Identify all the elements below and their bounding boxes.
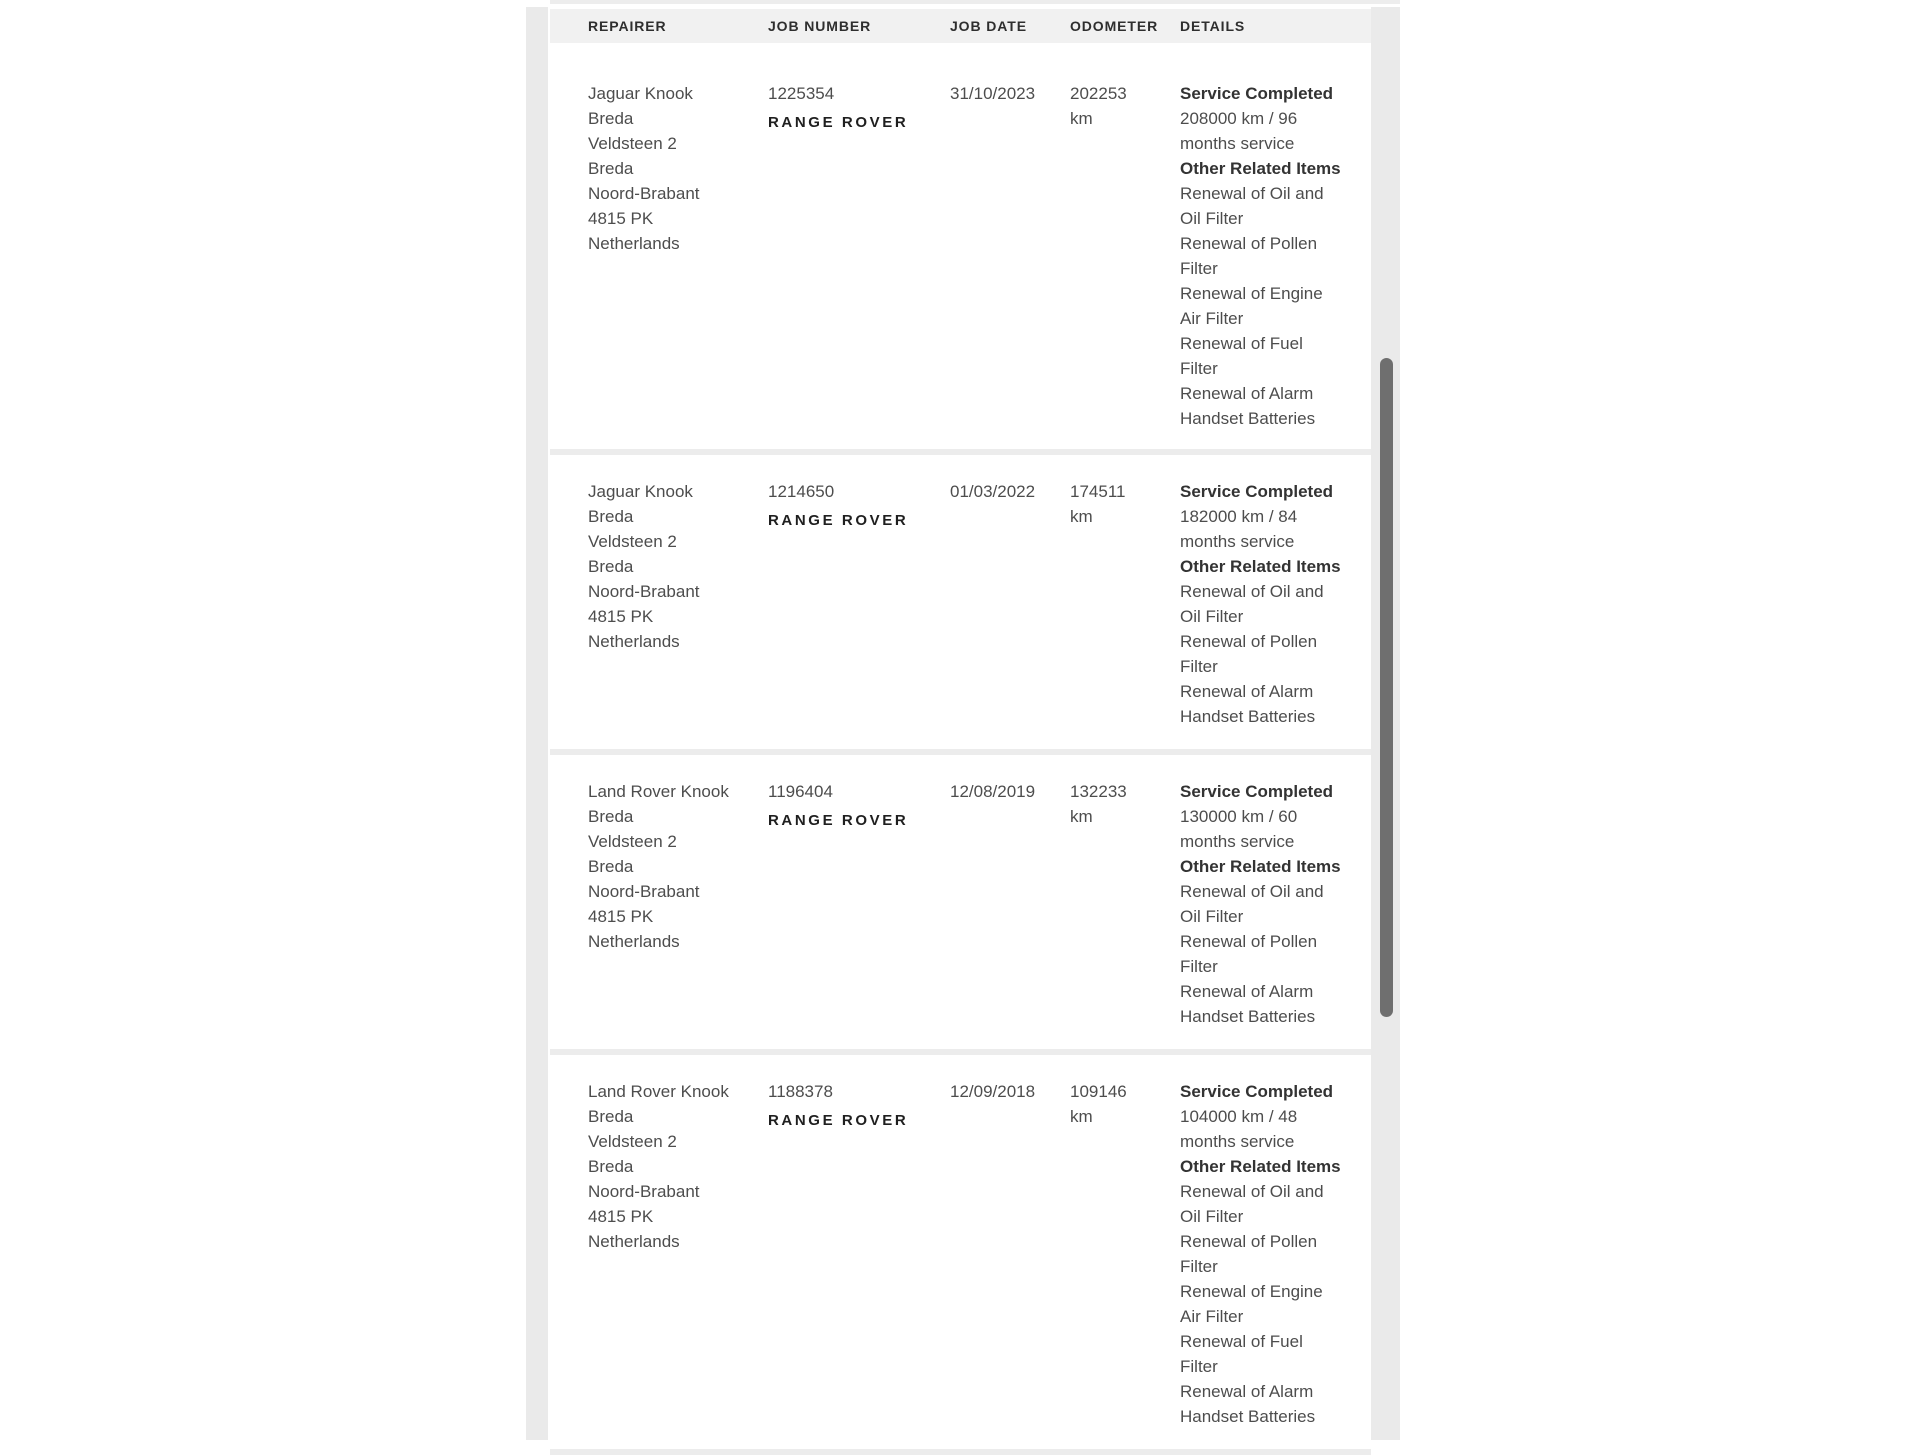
repairer-cell <box>550 1079 738 1429</box>
related-items-list <box>1180 181 1340 431</box>
service-record-row <box>550 749 1371 1049</box>
range-rover-wordmark: RANGE ROVER <box>768 1108 950 1133</box>
related-item: Renewal of Alarm Handset Batteries <box>1180 679 1340 729</box>
job-date-cell: 12/08/2019 <box>950 779 1070 1029</box>
job-date-cell: 12/09/2018 <box>950 1079 1070 1429</box>
address-line: Noord-Brabant <box>588 879 738 904</box>
related-item: Renewal of Alarm Handset Batteries <box>1180 979 1340 1029</box>
left-gutter <box>526 7 548 1440</box>
column-header-odometer: ODOMETER <box>1070 18 1180 34</box>
address-line: 4815 PK <box>588 904 738 929</box>
related-items-list <box>1180 879 1340 1029</box>
service-status: Service Completed <box>1180 779 1340 804</box>
range-rover-wordmark: RANGE ROVER <box>768 508 950 533</box>
range-rover-wordmark: RANGE ROVER <box>768 808 950 833</box>
repairer-name: Jaguar Knook Breda <box>588 81 738 131</box>
service-history-table <box>550 9 1371 1455</box>
related-items-heading: Other Related Items <box>1180 156 1340 181</box>
job-number-cell <box>768 81 950 431</box>
repairer-address <box>588 1129 738 1254</box>
related-item: Renewal of Engine Air Filter <box>1180 281 1340 331</box>
address-line: Veldsteen 2 <box>588 131 738 156</box>
repairer-name: Land Rover Knook Breda <box>588 1079 738 1129</box>
address-line: 4815 PK <box>588 1204 738 1229</box>
address-line: Noord-Brabant <box>588 579 738 604</box>
job-number: 1214650 <box>768 479 950 504</box>
address-line: Netherlands <box>588 929 738 954</box>
address-line: Veldsteen 2 <box>588 1129 738 1154</box>
related-items-list <box>1180 1179 1340 1429</box>
service-record-row <box>550 449 1371 749</box>
related-item: Renewal of Pollen Filter <box>1180 629 1340 679</box>
odometer-cell: 174511 km <box>1070 479 1150 529</box>
related-item: Renewal of Alarm Handset Batteries <box>1180 1379 1340 1429</box>
service-status: Service Completed <box>1180 81 1340 106</box>
address-line: Breda <box>588 156 738 181</box>
address-line: Breda <box>588 854 738 879</box>
odometer-cell: 109146 km <box>1070 1079 1150 1129</box>
details-cell <box>1180 479 1340 729</box>
service-description: 104000 km / 48 months service <box>1180 1104 1340 1154</box>
service-status: Service Completed <box>1180 479 1340 504</box>
job-number-cell <box>768 1079 950 1429</box>
related-item: Renewal of Alarm Handset Batteries <box>1180 381 1340 431</box>
service-description: 208000 km / 96 months service <box>1180 106 1340 156</box>
address-line: Noord-Brabant <box>588 1179 738 1204</box>
top-divider <box>550 0 1400 4</box>
related-items-heading: Other Related Items <box>1180 854 1340 879</box>
related-item: Renewal of Oil and Oil Filter <box>1180 879 1340 929</box>
address-line: Netherlands <box>588 629 738 654</box>
odometer-cell: 132233 km <box>1070 779 1150 829</box>
range-rover-wordmark: RANGE ROVER <box>768 110 950 135</box>
odometer-cell: 202253 km <box>1070 81 1150 131</box>
address-line: Netherlands <box>588 231 738 256</box>
address-line: Breda <box>588 1154 738 1179</box>
service-status: Service Completed <box>1180 1079 1340 1104</box>
address-line: Netherlands <box>588 1229 738 1254</box>
job-date-cell: 31/10/2023 <box>950 81 1070 431</box>
repairer-name: Land Rover Knook Breda <box>588 779 738 829</box>
table-body <box>550 43 1371 1455</box>
job-number: 1196404 <box>768 779 950 804</box>
related-item: Renewal of Fuel Filter <box>1180 331 1340 381</box>
related-item: Renewal of Fuel Filter <box>1180 1329 1340 1379</box>
related-item: Renewal of Engine Air Filter <box>1180 1279 1340 1329</box>
service-record-row <box>550 1049 1371 1449</box>
repairer-address <box>588 829 738 954</box>
column-header-repairer: REPAIRER <box>550 18 768 34</box>
service-record-row <box>550 43 1371 449</box>
address-line: Noord-Brabant <box>588 181 738 206</box>
address-line: Veldsteen 2 <box>588 829 738 854</box>
job-number: 1188378 <box>768 1079 950 1104</box>
address-line: Veldsteen 2 <box>588 529 738 554</box>
repairer-cell <box>550 779 738 1029</box>
repairer-cell <box>550 479 738 729</box>
service-description: 130000 km / 60 months service <box>1180 804 1340 854</box>
service-description: 182000 km / 84 months service <box>1180 504 1340 554</box>
column-header-job-number: JOB NUMBER <box>768 18 950 34</box>
column-header-details: DETAILS <box>1180 18 1371 34</box>
related-items-heading: Other Related Items <box>1180 554 1340 579</box>
job-number-cell <box>768 479 950 729</box>
repairer-name: Jaguar Knook Breda <box>588 479 738 529</box>
related-items-list <box>1180 579 1340 729</box>
related-items-heading: Other Related Items <box>1180 1154 1340 1179</box>
repairer-cell <box>550 81 738 431</box>
details-cell <box>1180 1079 1340 1429</box>
details-cell <box>1180 779 1340 1029</box>
related-item: Renewal of Pollen Filter <box>1180 231 1340 281</box>
related-item: Renewal of Pollen Filter <box>1180 1229 1340 1279</box>
repairer-address <box>588 131 738 256</box>
job-number-cell <box>768 779 950 1029</box>
column-header-job-date: JOB DATE <box>950 18 1070 34</box>
related-item: Renewal of Oil and Oil Filter <box>1180 181 1340 231</box>
job-date-cell: 01/03/2022 <box>950 479 1070 729</box>
scrollbar-thumb[interactable] <box>1380 358 1393 1017</box>
details-cell <box>1180 81 1340 431</box>
related-item: Renewal of Oil and Oil Filter <box>1180 579 1340 629</box>
related-item: Renewal of Pollen Filter <box>1180 929 1340 979</box>
address-line: 4815 PK <box>588 206 738 231</box>
job-number: 1225354 <box>768 81 950 106</box>
repairer-address <box>588 529 738 654</box>
related-item: Renewal of Oil and Oil Filter <box>1180 1179 1340 1229</box>
table-header-row <box>550 9 1371 43</box>
address-line: 4815 PK <box>588 604 738 629</box>
address-line: Breda <box>588 554 738 579</box>
scrollbar-track[interactable] <box>1371 7 1400 1440</box>
